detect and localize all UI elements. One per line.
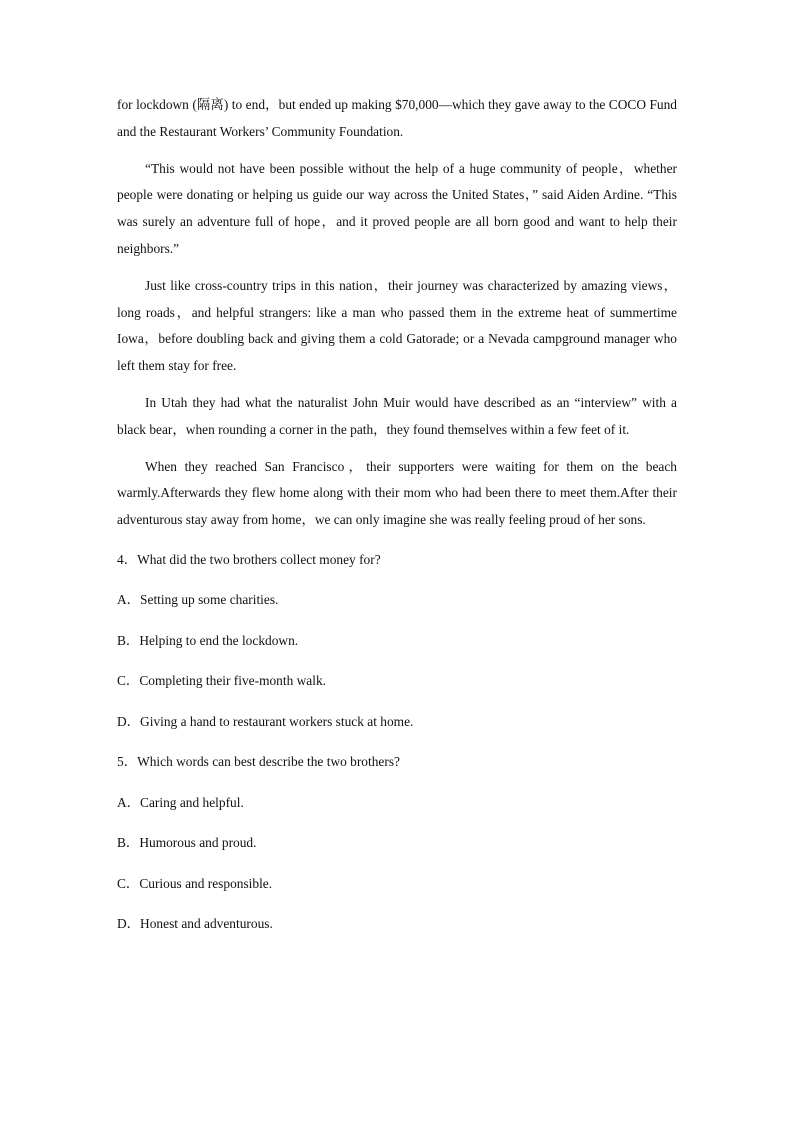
- option-a: A．Setting up some charities.: [117, 592, 279, 608]
- question-5: [117, 749, 677, 938]
- passage-paragraph-1: for lockdown (隔离) to end，but ended up making $70,000—which they gave away to the COCO Fund and the Restaurant Workers’ Community Foundation.: [117, 97, 677, 139]
- option-d: D．Giving a hand to restaurant workers stuck at home.: [117, 713, 414, 729]
- document-page: [117, 92, 677, 952]
- option-c: C．Completing their five-month walk.: [117, 673, 327, 689]
- question-stem: 5．Which words can best describe the two brothers?: [117, 754, 400, 770]
- passage-paragraph-5: When they reached San Francisco，their supporters were waiting for them on the beach warmly.Afterwards they flew home along with their mom who had been there to meet them.After their adventurous stay away from home，we can only imagine she was really feeling proud of her sons.: [117, 458, 677, 528]
- option-b: B．Humorous and proud.: [117, 835, 257, 851]
- option-a: A．Caring and helpful.: [117, 794, 244, 810]
- option-b: B．Helping to end the lockdown.: [117, 632, 299, 648]
- passage-paragraph-4: In Utah they had what the naturalist John Muir would have described as an “interview” with a black bear，when rounding a corner in the path，they found themselves within a few feet of it.: [117, 394, 677, 437]
- passage-paragraph-3: Just like cross-country trips in this nation，their journey was characterized by amazing views，long roads，and helpful strangers: like a man who passed them in the extreme heat of summertime Iowa，before doubling back and giving them a cold Gatorade; or a Nevada campground manager who left them stay for free.: [117, 277, 677, 374]
- option-c: C．Curious and responsible.: [117, 875, 273, 891]
- passage-paragraph-2: “This would not have been possible without the help of a huge community of people，whether people were donating or helping us guide our way across the United States，” said Aiden Ardine. “This was surely an adventure full of hope，and it proved people are all born good and want to help their neighbors.”: [117, 160, 677, 256]
- question-stem: 4．What did the two brothers collect money for?: [117, 551, 381, 567]
- question-4: [117, 547, 677, 736]
- option-d: D．Honest and adventurous.: [117, 916, 273, 932]
